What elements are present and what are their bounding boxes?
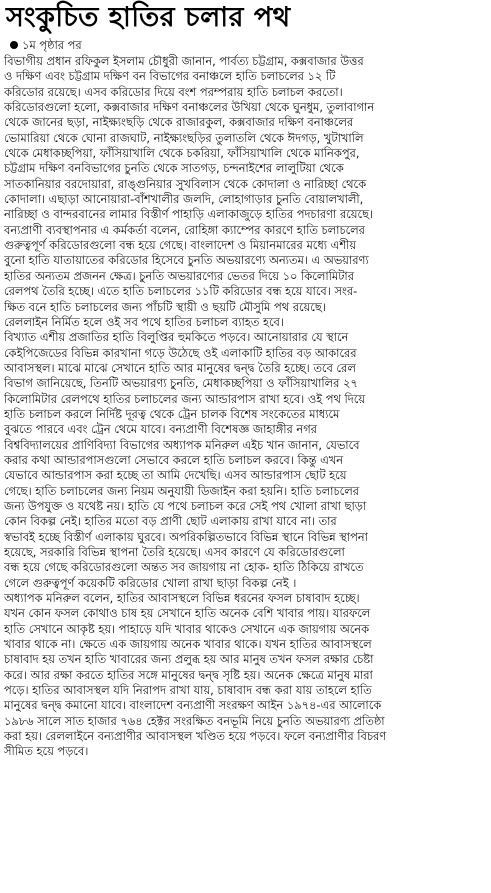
body-line: মানুষের দ্বন্দ্ব কমানো যাবে। বাংলাদেশ বন্যপ্রাণী সংরক্ষণ আইন ১৯৭৪-এর আলোকে: [4, 698, 382, 713]
body-line: কেইপিজেডের বিভিন্ন কারখানা গড়ে উঠেছে ওই এলাকাটি হাতির বড় আকারের: [4, 345, 357, 360]
body-line: কিলোমিটার রেলপথে হাতির চলাচলের জন্য আন্ডারপাস রাখা হবে। ওই পথ দিয়ে: [4, 391, 366, 406]
article-body: [4, 54, 487, 760]
body-line: যখন কোন ফসল কোথাও চাষ হয় সেখানে হাতি অনেক বেশি খাবার পায়। যারফলে: [4, 606, 371, 621]
body-line: যেভাবে আন্ডারপাস করা হচ্ছে তা আমি দেখেছি। এসব আন্ডারপাস ছোট হয়ে: [4, 468, 347, 483]
body-line: থেকে মেধাকচ্ছপিয়া, ফাঁসিয়াখালি থেকে চকরিয়া, ফাঁসিয়াখালি থেকে মানিকপুর,: [4, 146, 360, 161]
body-line: চট্টগ্রাম দক্ষিণ বনবিভাগের চুনতি থেকে সাতগড়, চন্দনাইশের লালুটিয়া থেকে: [4, 161, 344, 176]
article-headline: সংকুচিত হাতির চলার পথ: [6, 2, 291, 33]
body-line: কোদালা। এছাড়া আনোয়ারা-বাঁশখালীর জলদি, লোহাগাড়ার চুনতি বোয়ালখালী,: [4, 192, 364, 207]
body-line: করে। আর রক্ষা করতে হাতির সঙ্গে মানুষের দ্বন্দ্ব সৃষ্টি হয়। অনেক ক্ষেত্রে মানুষ মারা: [4, 667, 373, 682]
continuation-note: [10, 37, 487, 53]
body-line: রেলপথ তৈরি হচ্ছে। এতে হাতি চলাচলের ১১টি করিডোর বন্ধ হয়ে যাবে। সংর-: [4, 284, 358, 299]
body-line: গুরুত্বপূর্ণ করিডোরগুলো বন্ধ হয়ে গেছে। বাংলাদেশ ও মিয়ানমারের মধ্যে এশীয়: [4, 238, 357, 253]
body-line: সীমিত হয়ে পড়বে।: [4, 744, 89, 759]
body-line: নারিচ্ছা ও বান্দরবানের লামার বিস্তীর্ণ পাহাড়ি এলাকাজুড়ে হাতির পদচারণা রয়েছে।: [4, 207, 374, 222]
body-line: খাবার থাকে না। ক্ষেতে এক জায়গায় অনেক খাবার থাকে। যখন হাতির আবাসস্থলে: [4, 637, 372, 652]
body-line: করার কথা আন্ডারপাসগুলো সেভাবে করলে হাতি চলাচল করবে। কিন্তু এখন: [4, 452, 344, 467]
body-line: সাতকানিয়ার বরদোয়ারা, রাঙ্গুনিয়ার সুখবিলাস থেকে কোদালা ও নারিচ্ছা থেকে: [4, 176, 367, 191]
body-line: বুঝতে পারবে এবং ট্রেন থেমে যাবে। বন্যপ্রাণী বিশেষজ্ঞ জাহাঙ্গীর নগর: [4, 422, 317, 437]
body-line: বিখ্যাত এশীয় প্রজাতির হাতি বিলুপ্তির হুমকিতে পড়বে। আনোয়ারার যে স্থানে: [4, 330, 349, 345]
continuation-label: ১ম পৃষ্ঠার পর: [22, 38, 82, 52]
body-line: চাষাবাদ হয় তখন হাতি খাবারের জন্য প্রলুব্ধ হয় আর মানুষ তখন ফসল রক্ষার চেষ্টা: [4, 652, 374, 667]
body-line: হাতি সেখানে আকৃষ্ট হয়। পাহাড়ে যদি খাবার থাকেও সেখানে এক জায়গায় অনেক: [4, 621, 370, 636]
body-line: করিডোর রয়েছে। এসব করিডোর দিয়ে বংশ পরম্পরায় হাতি চলাচল করতো।: [4, 84, 343, 99]
body-line: ক্ষিত বনে হাতি চলাচলের জন্য পাঁচটি স্থায়ী ও ছয়টি মৌসুমি পথ রয়েছে।: [4, 299, 326, 314]
body-line: বিশ্ববিদ্যালয়ের প্রাণিবিদ্যা বিভাগের অধ্যাপক মনিরুল এইচ খান জানান, যেভাবে: [4, 437, 360, 452]
body-line: করিডোরগুলো হলো, কক্সবাজার দক্ষিণ বনাঞ্চলের উখিয়া থেকে ঘুনধুম, তুলাবাগান: [4, 100, 375, 115]
bullet-icon: [10, 41, 18, 49]
body-line: হয়েছে, সরকারি বিভিন্ন স্থাপনা তৈরি হয়েছে। এসব কারণে যে করিডোরগুলো: [4, 545, 345, 559]
body-line: জন্য উপযুক্ত ও যথেষ্ট নয়। হাতি যে পথে চলাচল করে সেই পথ খোলা রাখা ছাড়া: [4, 498, 367, 513]
body-line: ও দক্ষিণ এবং চট্টগ্রাম দক্ষিণ বন বিভাগের বনাঞ্চলে হাতি চলাচলের ১২ টি: [4, 69, 336, 84]
body-line: বুনো হাতি যাতায়াতের করিডোর হিসেবে চুনতি অভয়ারণ্যে অন্যতম। এ অভয়ারণ্য: [4, 253, 369, 268]
body-line: করা হয়। রেললাইনে বন্যপ্রাণীর আবাসস্থল খণ্ডিত হয়ে পড়বে। ফলে বন্যপ্রাণীর বিচরণ: [4, 729, 387, 744]
body-line: স্বভাবই হচ্ছে বিস্তীর্ণ এলাকায় ঘুরবে। অপরিকল্পিতভাবে বিভিন্ন স্থানে বিভিন্ন স্থাপনা: [4, 529, 368, 544]
body-line: গেছে। হাতি চলাচলের জন্য নিয়ম অনুযায়ী ডিজাইন করা হয়নি। হাতি চলাচলের: [4, 483, 359, 498]
body-line: গেলে গুরুত্বপূর্ণ কয়েকটি করিডোর খোলা রাখা ছাড়া বিকল্প নেই ।: [4, 575, 297, 590]
body-line: বন্যপ্রাণী ব্যবস্থাপনার এ কর্মকর্তা বলেন, রোহিঙ্গা ক্যাম্পের কারণে হাতি চলাচলের: [4, 222, 365, 237]
body-line: ১৯৮৬ সালে সাত হাজার ৭৬৪ হেক্টর সংরক্ষিত বনভূমি নিয়ে চুনতি অভয়ারণ্য প্রতিষ্ঠা: [4, 713, 385, 728]
body-line: রেললাইন নির্মিত হলে ওই সব পথে হাতির চলাচল ব্যাহত হবে।: [4, 314, 284, 329]
body-line: বন্ধ হয়ে গেছে করিডোরগুলো অন্তত সব জায়গায় না হোক- হাতি ঠিকিয়ে রাখতে: [4, 560, 364, 575]
body-line: ভোমারিয়া থেকে ঘোনা রাজঘাট, নাইক্ষ্যংছড়ির তুলাতলি থেকে ঈদগড়, খুটাখালি: [4, 130, 364, 145]
body-line: হাতি চলাচল করলে নির্দিষ্ট দূরত্ব থেকে ট্রেন চালক বিশেষ সংকেতের মাধ্যমে: [4, 406, 340, 421]
body-line: বিভাগীয় প্রধান রফিকুল ইসলাম চৌধুরী জানান, পার্বত্য চট্টগ্রাম, কক্সবাজার উত্তর: [4, 54, 364, 68]
body-line: আবাসস্থল। মাঝে মাঝে সেখানে হাতি আর মানুষের দ্বন্দ্ব তৈরি হচ্ছে। তবে রেল: [4, 360, 356, 375]
body-line: হাতির অন্যতম প্রজনন ক্ষেত্র। চুনতি অভয়ারণ্যের ভেতর দিয়ে ১০ কিলোমিটার: [4, 268, 354, 283]
body-line: পড়ে। হাতির আবাসস্থল যদি নিরাপদ রাখা যায়, চাষাবাদ বন্ধ করা যায় তাহলে হাতি: [4, 683, 372, 698]
body-line: অধ্যাপক মনিরুল বলেন, হাতির আবাসস্থলে বিভিন্ন ধরনের ফসল চাষাবাদ হচ্ছে।: [4, 591, 360, 606]
body-line: কোন বিকল্প নেই। হাতির মতো বড় প্রাণী ছোট এলাকায় রাখা যাবে না। তার: [4, 514, 337, 529]
body-line: বিভাগ জানিয়েছে, তিনটি অভয়ারণ্য চুনতি, মেধাকচ্ছপিয়া ও ফাঁসিয়াখালির ২৭: [4, 376, 358, 391]
body-line: থেকে জানের ছড়া, নাইক্ষ্যংছড়ি থেকে রাজারকুল, কক্সবাজার দক্ষিণ বনাঞ্চলের: [4, 115, 354, 130]
